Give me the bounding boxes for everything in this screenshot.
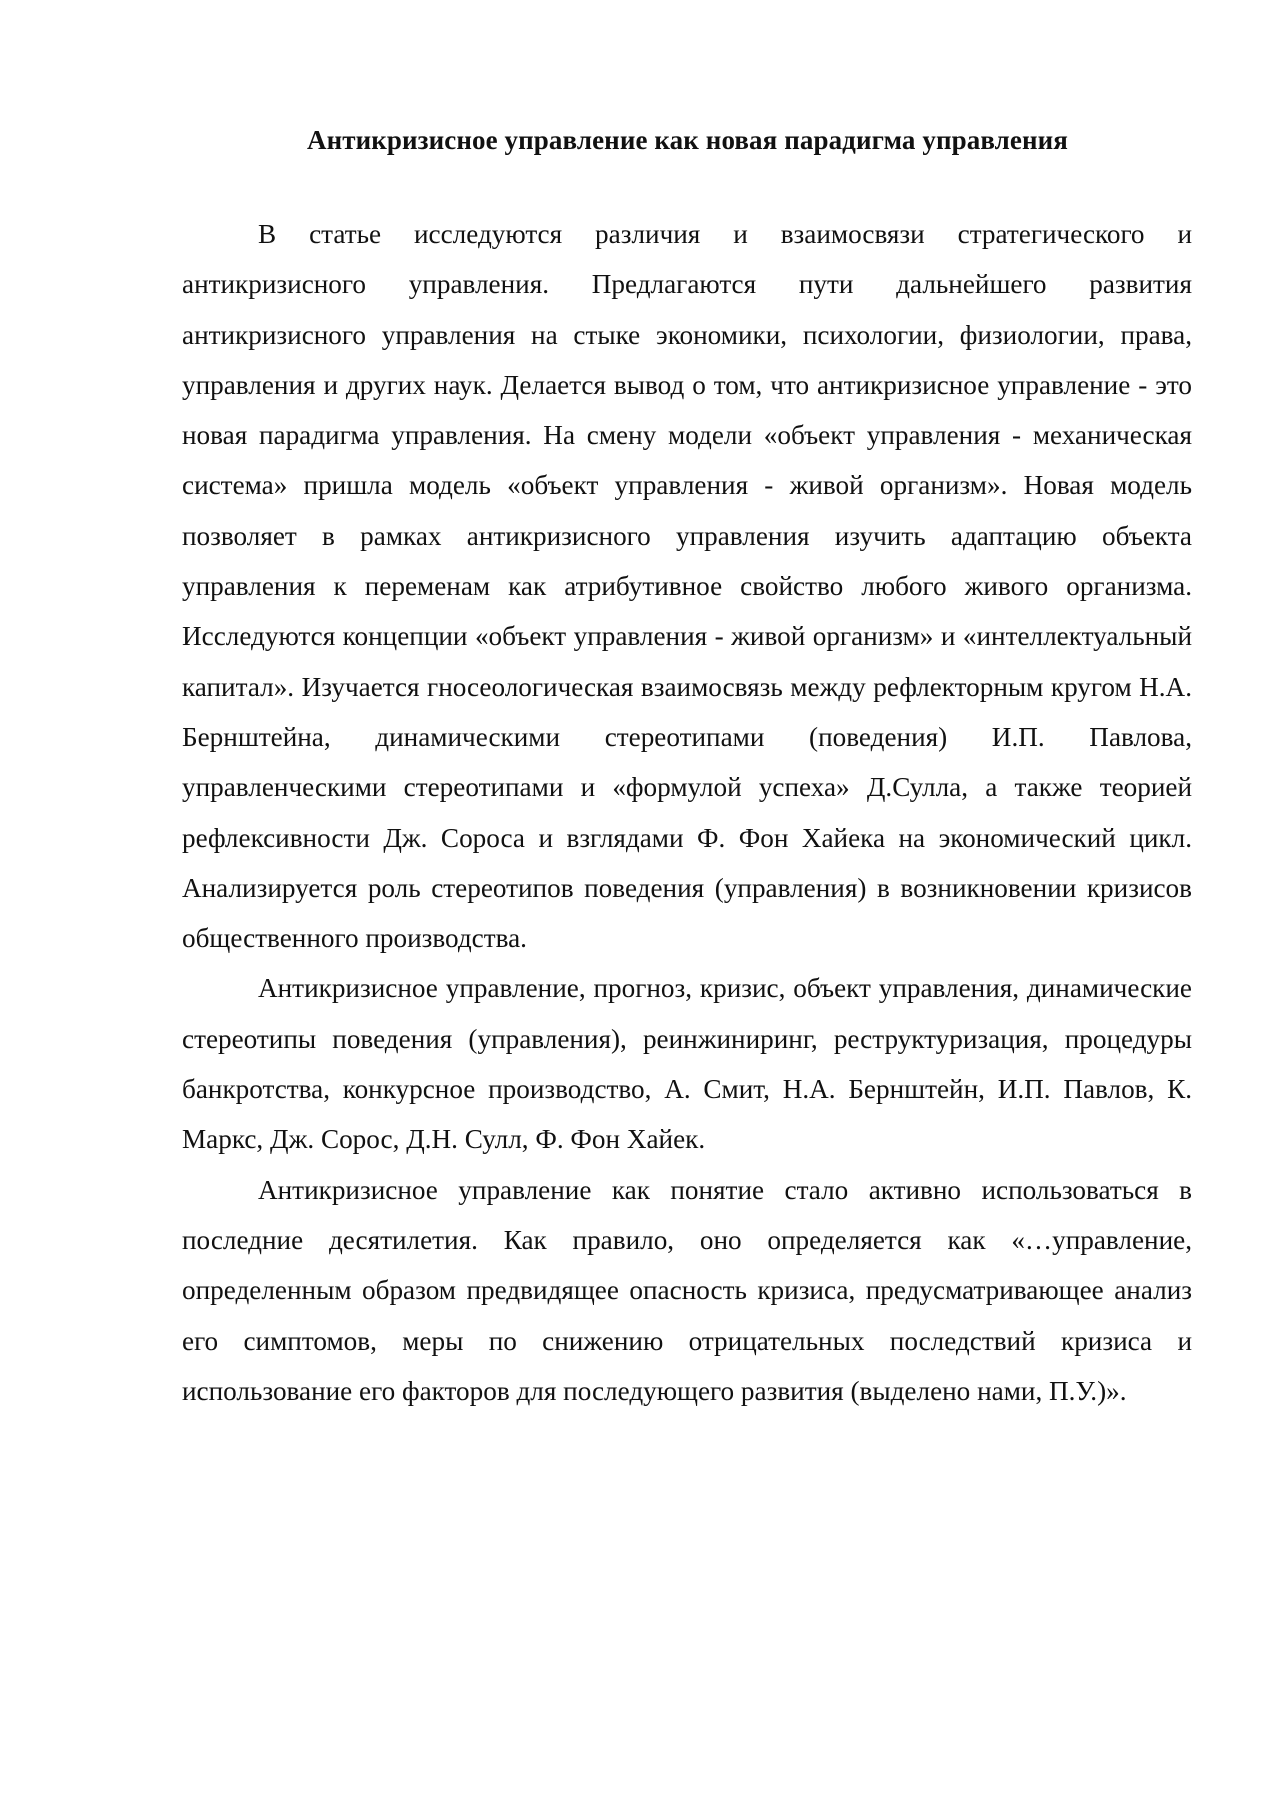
document-title: Антикризисное управление как новая парадигма управления (306, 125, 1069, 155)
keywords-paragraph: Антикризисное управление, прогноз, кризис, объект управления, динамические стереотипы поведения (управления), реинжиниринг, реструктуризация, процедуры банкротства, конкурсное производство, А. Смит, Н.А. Бернштейн, И.П. Павлов, К. Маркс, Дж. Сорос, Д.Н. Сулл, Ф. Фон Хайек. (182, 973, 1192, 1155)
document-body (182, 209, 1192, 1416)
abstract-paragraph: В статье исследуются различия и взаимосвязи стратегического и антикризисного управления. Предлагаются пути дальнейшего развития антикризисного управления на стыке экономики, психологии, физиологии, права, управления и других наук. Делается вывод о том, что антикризисное управление - это новая парадигма управления. На смену модели «объект управления - механическая система» пришла модель «объект управления - живой организм». Новая модель позволяет в рамках антикризисного управления изучить адаптацию объекта управления к переменам как атрибутивное свойство любого живого организма. Исследуются концепции «объект управления - живой организм» и «интеллектуальный капитал». Изучается гносеологическая взаимосвязь между рефлекторным кругом Н.А. Бернштейна, динамическими стереотипами (поведения) И.П. Павлова, управленческими стереотипами и «формулой успеха» Д.Сулла, а также теорией рефлексивности Дж. Сороса и взглядами Ф. Фон Хайека на экономический цикл. Анализируется роль стереотипов поведения (управления) в возникновении кризисов общественного производства. (182, 219, 1192, 954)
intro-paragraph: Антикризисное управление как понятие стало активно использоваться в последние десятилетия. Как правило, оно определяется как «…управление, определенным образом предвидящее опасность кризиса, предусматривающее анализ его симптомов, меры по снижению отрицательных последствий кризиса и использование его факторов для последующего развития (выделено нами, П.У.)». (182, 1174, 1192, 1406)
